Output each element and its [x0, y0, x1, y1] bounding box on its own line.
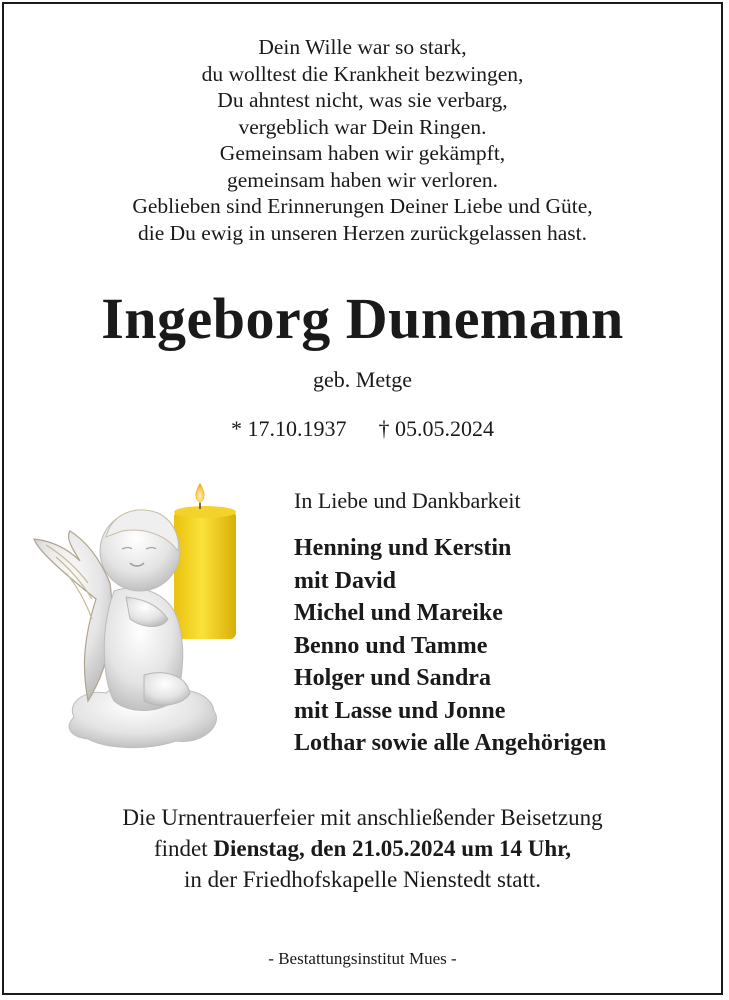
- life-dates: [4, 416, 721, 442]
- ceremony-info: [4, 802, 721, 895]
- candle-top: [174, 506, 236, 518]
- angel-with-candle-icon: [26, 479, 264, 749]
- birth-date: * 17.10.1937: [231, 416, 347, 441]
- obituary-notice: [2, 2, 723, 995]
- death-date: † 05.05.2024: [378, 416, 494, 441]
- mourner-line: Lothar sowie alle Angehörigen: [294, 730, 607, 756]
- ceremony-line: Die Urnentrauerfeier mit anschließender Beisetzung: [122, 805, 603, 830]
- mourners-intro: In Liebe und Dankbarkeit: [294, 488, 521, 513]
- candle-flame: [196, 483, 205, 503]
- ceremony-line: in der Friedhofskapelle Nienstedt statt.: [183, 867, 542, 892]
- mourner-line: mit Lasse und Jonne: [294, 697, 506, 724]
- mourner-line: mit David: [294, 567, 396, 594]
- mourners-list: [294, 532, 606, 760]
- deceased-name: Ingeborg Dunemann: [101, 286, 624, 351]
- ceremony-date-time: Dienstag, den 21.05.2024 um 14 Uhr,: [213, 836, 571, 861]
- poem: [4, 34, 721, 246]
- poem-line: du wolltest die Krankheit bezwingen,: [201, 61, 524, 86]
- mourner-line: Michel und Mareike: [294, 600, 503, 626]
- ceremony-line: [4, 833, 721, 864]
- poem-line: Du ahntest nicht, was sie verbarg,: [217, 88, 508, 112]
- poem-line: Geblieben sind Erinnerungen Deiner Liebe und Güte,: [132, 194, 593, 218]
- mourner-line: Holger und Sandra: [294, 665, 491, 691]
- poem-line: Dein Wille war so stark,: [258, 35, 467, 59]
- ceremony-prefix: findet: [153, 836, 214, 861]
- poem-line: gemeinsam haben wir verloren.: [226, 167, 499, 192]
- mourner-line: Benno und Tamme: [294, 632, 488, 659]
- candle: [174, 483, 236, 639]
- poem-line: Gemeinsam haben wir gekämpft,: [219, 141, 506, 165]
- poem-line: vergeblich war Dein Ringen.: [238, 114, 487, 139]
- poem-line: die Du ewig in unseren Herzen zurückgelassen hast.: [138, 220, 587, 245]
- candle-body: [174, 511, 236, 639]
- maiden-name: geb. Metge: [313, 367, 412, 392]
- mourner-line: Henning und Kerstin: [294, 535, 512, 561]
- funeral-home: - Bestattungsinstitut Mues -: [268, 949, 457, 968]
